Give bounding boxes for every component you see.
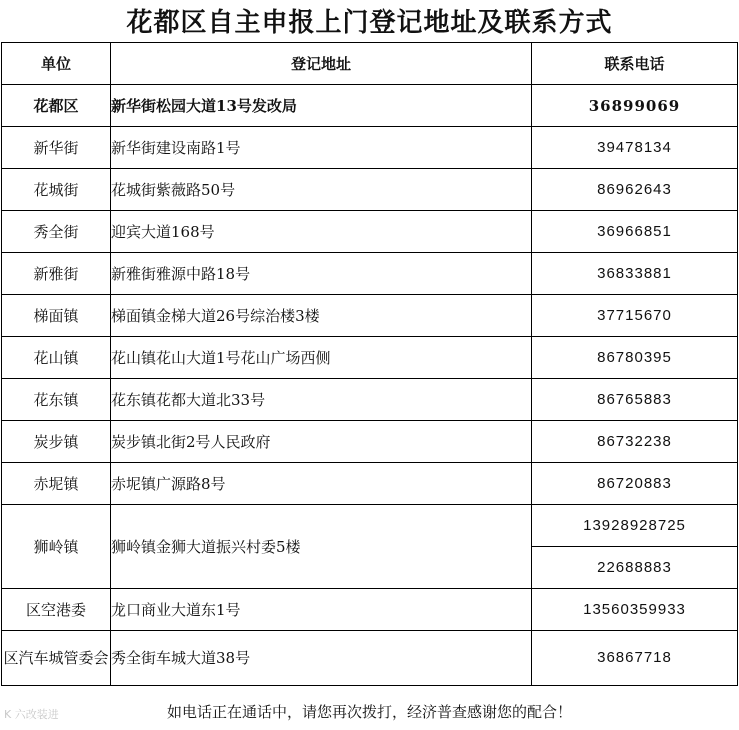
unit-cell: 秀全街 [2, 211, 111, 253]
phone-cell: 86962643 [532, 169, 738, 211]
table-row [2, 421, 738, 463]
address-cell: 炭步镇北街2号人民政府 [111, 421, 532, 463]
unit-cell: 新雅街 [2, 253, 111, 295]
address-cell: 花东镇花都大道北33号 [111, 379, 532, 421]
page-title: 花都区自主申报上门登记地址及联系方式 [126, 8, 613, 38]
unit-cell: 花都区 [2, 85, 111, 127]
unit-cell: 花城街 [2, 169, 111, 211]
table-row [2, 379, 738, 421]
table-row [2, 589, 738, 631]
registration-table [1, 42, 738, 686]
phone-cell: 86780395 [532, 337, 738, 379]
address-cell: 赤坭镇广源路8号 [111, 463, 532, 505]
unit-cell: 梯面镇 [2, 295, 111, 337]
table-row [2, 211, 738, 253]
address-cell: 龙口商业大道东1号 [111, 589, 532, 631]
phone-cell: 86732238 [532, 421, 738, 463]
unit-cell: 狮岭镇 [2, 505, 111, 589]
phone-cell: 36899069 [532, 85, 738, 127]
unit-cell: 区汽车城管委会 [2, 631, 111, 686]
footer-note: 如电话正在通话中，请您再次拨打，经济普查感谢您的配合！ [166, 703, 572, 721]
phone-cell: 86765883 [532, 379, 738, 421]
address-cell: 新雅街雅源中路18号 [111, 253, 532, 295]
phone-cell: 39478134 [532, 127, 738, 169]
address-cell: 新华街建设南路1号 [111, 127, 532, 169]
phone-cell: 86720883 [532, 463, 738, 505]
phone-cell: 37715670 [532, 295, 738, 337]
phone-cell: 36867718 [532, 631, 738, 686]
phone-cell: 13928928725 [532, 505, 738, 547]
table-row [2, 85, 738, 127]
table-row [2, 253, 738, 295]
table-row [2, 169, 738, 211]
unit-cell: 赤坭镇 [2, 463, 111, 505]
table-row [2, 127, 738, 169]
unit-cell: 花山镇 [2, 337, 111, 379]
phone-cell: 36966851 [532, 211, 738, 253]
unit-cell: 花东镇 [2, 379, 111, 421]
address-cell: 花城街紫薇路50号 [111, 169, 532, 211]
address-cell: 迎宾大道168号 [111, 211, 532, 253]
table-row [2, 631, 738, 686]
table-row [2, 505, 738, 547]
address-cell: 秀全街车城大道38号 [111, 631, 532, 686]
address-cell: 狮岭镇金狮大道振兴村委5楼 [111, 505, 532, 589]
address-cell: 花山镇花山大道1号花山广场西侧 [111, 337, 532, 379]
unit-cell: 炭步镇 [2, 421, 111, 463]
watermark-logo: K 六改装进 [4, 708, 59, 721]
unit-cell: 区空港委 [2, 589, 111, 631]
header-address: 登记地址 [111, 43, 532, 85]
table-row [2, 463, 738, 505]
header-phone: 联系电话 [532, 43, 738, 85]
unit-cell: 新华街 [2, 127, 111, 169]
phone-cell: 13560359933 [532, 589, 738, 631]
phone-cell: 36833881 [532, 253, 738, 295]
address-cell: 新华街松园大道13号发改局 [111, 85, 532, 127]
address-cell: 梯面镇金梯大道26号综治楼3楼 [111, 295, 532, 337]
header-unit: 单位 [2, 43, 111, 85]
table-row [2, 295, 738, 337]
table-row [2, 337, 738, 379]
table-header-row [2, 43, 738, 85]
phone-cell-secondary: 22688883 [532, 547, 738, 589]
